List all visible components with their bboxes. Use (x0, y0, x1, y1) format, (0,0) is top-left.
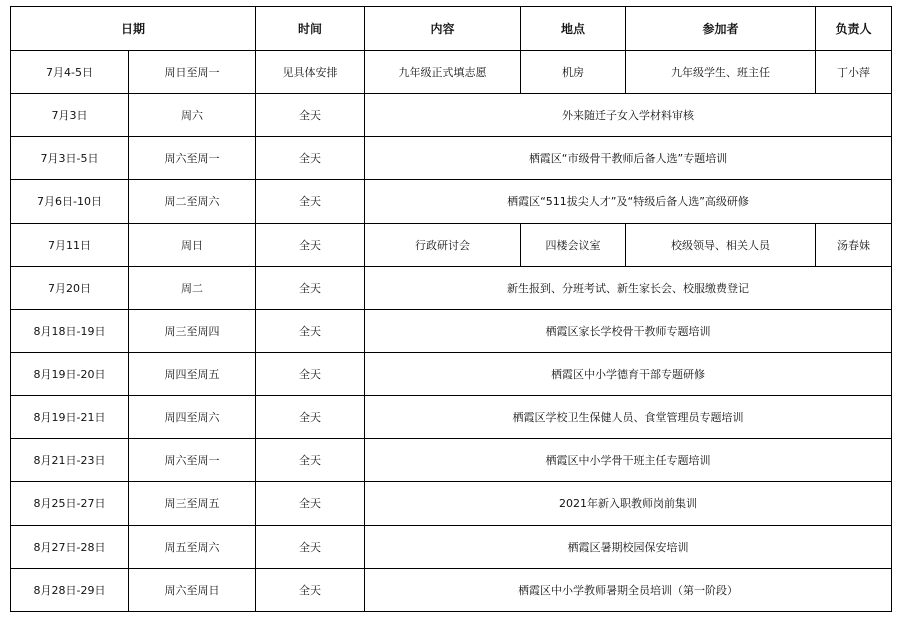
header-responsible: 负责人 (816, 7, 892, 51)
table-row (11, 51, 892, 94)
date-cell: 8月18日-19日 (11, 309, 129, 352)
responsible-cell: 丁小萍 (816, 51, 892, 94)
content-cell: 栖霞区暑期校园保安培训 (365, 525, 892, 568)
weekday-cell: 周六至周一 (129, 439, 256, 482)
time-cell: 全天 (256, 352, 365, 395)
participants-cell: 九年级学生、班主任 (626, 51, 816, 94)
time-cell: 全天 (256, 525, 365, 568)
table-row (11, 568, 892, 611)
content-cell: 栖霞区家长学校骨干教师专题培训 (365, 309, 892, 352)
time-cell: 全天 (256, 439, 365, 482)
table-row (11, 396, 892, 439)
time-cell: 全天 (256, 223, 365, 266)
weekday-cell: 周日 (129, 223, 256, 266)
schedule-table (10, 6, 892, 612)
table-row (11, 266, 892, 309)
participants-cell: 校级领导、相关人员 (626, 223, 816, 266)
weekday-cell: 周三至周五 (129, 482, 256, 525)
time-cell: 全天 (256, 266, 365, 309)
time-cell: 全天 (256, 94, 365, 137)
table-row (11, 180, 892, 223)
time-cell: 全天 (256, 137, 365, 180)
weekday-cell: 周四至周六 (129, 396, 256, 439)
weekday-cell: 周日至周一 (129, 51, 256, 94)
date-cell: 8月27日-28日 (11, 525, 129, 568)
date-cell: 7月4-5日 (11, 51, 129, 94)
content-cell: 栖霞区“市级骨干教师后备人选”专题培训 (365, 137, 892, 180)
date-cell: 7月3日-5日 (11, 137, 129, 180)
date-cell: 7月20日 (11, 266, 129, 309)
content-cell: 九年级正式填志愿 (365, 51, 521, 94)
date-cell: 8月21日-23日 (11, 439, 129, 482)
responsible-cell: 汤春妹 (816, 223, 892, 266)
content-cell: 栖霞区中小学骨干班主任专题培训 (365, 439, 892, 482)
weekday-cell: 周四至周五 (129, 352, 256, 395)
date-cell: 8月28日-29日 (11, 568, 129, 611)
weekday-cell: 周五至周六 (129, 525, 256, 568)
location-cell: 四楼会议室 (521, 223, 626, 266)
table-row (11, 352, 892, 395)
date-cell: 8月25日-27日 (11, 482, 129, 525)
date-cell: 8月19日-20日 (11, 352, 129, 395)
content-cell: 2021年新入职教师岗前集训 (365, 482, 892, 525)
weekday-cell: 周六至周一 (129, 137, 256, 180)
weekday-cell: 周二 (129, 266, 256, 309)
table-row (11, 525, 892, 568)
time-cell: 全天 (256, 568, 365, 611)
table-row (11, 309, 892, 352)
header-time: 时间 (256, 7, 365, 51)
content-cell: 外来随迁子女入学材料审核 (365, 94, 892, 137)
weekday-cell: 周三至周四 (129, 309, 256, 352)
time-cell: 全天 (256, 309, 365, 352)
header-content: 内容 (365, 7, 521, 51)
time-cell: 见具体安排 (256, 51, 365, 94)
weekday-cell: 周六至周日 (129, 568, 256, 611)
header-participants: 参加者 (626, 7, 816, 51)
location-cell: 机房 (521, 51, 626, 94)
date-cell: 7月11日 (11, 223, 129, 266)
content-cell: 新生报到、分班考试、新生家长会、校服缴费登记 (365, 266, 892, 309)
weekday-cell: 周六 (129, 94, 256, 137)
header-date: 日期 (11, 7, 256, 51)
time-cell: 全天 (256, 180, 365, 223)
weekday-cell: 周二至周六 (129, 180, 256, 223)
date-cell: 7月6日-10日 (11, 180, 129, 223)
content-cell: 栖霞区中小学德育干部专题研修 (365, 352, 892, 395)
header-row (11, 7, 892, 51)
table-row (11, 137, 892, 180)
content-cell: 栖霞区“511拔尖人才”及“特级后备人选”高级研修 (365, 180, 892, 223)
table-row (11, 482, 892, 525)
content-cell: 行政研讨会 (365, 223, 521, 266)
table-row (11, 223, 892, 266)
table-row (11, 94, 892, 137)
time-cell: 全天 (256, 396, 365, 439)
table-row (11, 439, 892, 482)
content-cell: 栖霞区学校卫生保健人员、食堂管理员专题培训 (365, 396, 892, 439)
content-cell: 栖霞区中小学教师暑期全员培训（第一阶段） (365, 568, 892, 611)
date-cell: 8月19日-21日 (11, 396, 129, 439)
time-cell: 全天 (256, 482, 365, 525)
header-location: 地点 (521, 7, 626, 51)
date-cell: 7月3日 (11, 94, 129, 137)
